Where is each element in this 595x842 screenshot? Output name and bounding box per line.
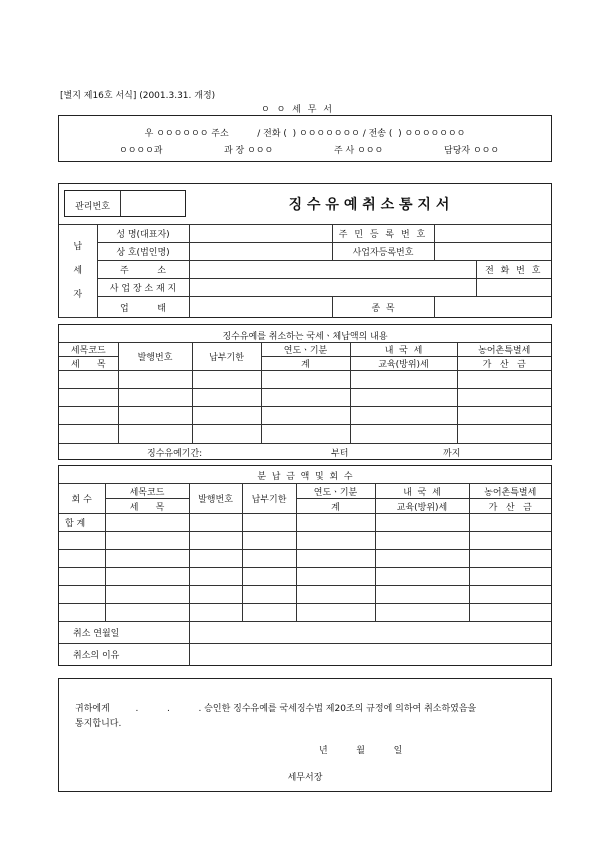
sum-label: 합 계: [59, 514, 105, 532]
item-label: 종 목: [332, 297, 434, 318]
deferral-box: [58, 324, 552, 460]
cancel-reason-label: 취소의 이유: [59, 644, 189, 666]
installment-table-wrap: [59, 483, 551, 665]
taxpayer-side-label: [59, 225, 97, 318]
manager: 담당자 ㅇㅇㅇ: [444, 146, 500, 156]
sum-row: [59, 514, 551, 532]
deferral-period-from: 부터: [331, 449, 349, 459]
col-penalty: 가 산 금: [457, 357, 551, 371]
cancel-date-field[interactable]: [189, 622, 551, 644]
document-title: 징 수 유 예 취 소 통 지 서: [288, 197, 450, 213]
title-taxpayer-box: [58, 183, 552, 318]
deferral-period-label: 징수유예기간:: [147, 449, 203, 459]
bizplace-field[interactable]: [189, 279, 476, 297]
cancel-date-row: [59, 622, 551, 644]
business-label: 업 태: [97, 297, 189, 318]
col-issue-no: 발행번호: [118, 343, 192, 371]
table-row: [59, 568, 551, 586]
deferral-period-to: 까지: [443, 449, 461, 459]
side-char: 세: [73, 266, 83, 276]
bizplace-label: 사 업 장 소 재 지: [97, 279, 189, 297]
officer: 주 사 ㅇㅇㅇ: [334, 146, 384, 156]
installment-section-title: 분 납 금 액 및 회 수: [257, 472, 353, 482]
installment-table: [59, 483, 551, 666]
phone-label: 전 화 번 호: [476, 261, 551, 279]
taxpayer-table: [59, 224, 551, 318]
col-year: 연도ㆍ기분: [261, 343, 350, 357]
address-line: 우 ㅇㅇㅇㅇㅇㅇ 주소 / 전화 ( ) ㅇㅇㅇㅇㅇㅇㅇ / 전송 ( ) ㅇㅇㅇㅇㅇㅇㅇ: [144, 129, 466, 139]
section-chief: 과 장 ㅇㅇㅇ: [224, 146, 274, 156]
rrn-label: 주 민 등 록 번 호: [332, 225, 434, 243]
company-label: 상 호(법인명): [97, 243, 189, 261]
management-number-box: [64, 190, 186, 217]
phone-field[interactable]: [476, 279, 551, 297]
cancel-date-label: 취소 연월일: [59, 622, 189, 644]
table-row: [59, 389, 551, 407]
business-field[interactable]: [189, 297, 332, 318]
side-char: 자: [73, 290, 83, 300]
col-total: 계: [261, 357, 350, 371]
bizno-label: 사업자등록번호: [332, 243, 434, 261]
table-row: [59, 407, 551, 425]
taxpayer-table-wrap: [59, 224, 551, 317]
col-rural-tax: 농어촌특별세: [457, 343, 551, 357]
cancel-reason-row: [59, 644, 551, 666]
col-tax-code: 세목코드: [59, 343, 118, 357]
company-field[interactable]: [189, 243, 332, 261]
address-field[interactable]: [189, 261, 476, 279]
notice-date-line: 년 월 일: [319, 746, 403, 756]
table-row: [59, 425, 551, 444]
col-tax-item: 세 목: [105, 499, 189, 514]
col-national-tax: 내 국 세: [350, 343, 457, 357]
deferral-table: [59, 342, 551, 444]
management-number-label: 관리번호: [75, 202, 110, 212]
item-field[interactable]: [434, 297, 551, 318]
name-label: 성 명(대표자): [97, 225, 189, 243]
table-row: [59, 550, 551, 568]
installment-box: [58, 465, 552, 666]
table-row: [59, 586, 551, 604]
form-header: [별지 제16호 서식] (2001.3.31. 개정): [60, 91, 216, 101]
col-total: 계: [296, 499, 375, 514]
deferral-table-wrap: [59, 342, 551, 443]
address-label: 주 소: [97, 261, 189, 279]
notice-box: [58, 678, 552, 792]
col-count: 회 수: [59, 484, 105, 514]
col-year: 연도ㆍ기분: [296, 484, 375, 499]
table-row: [59, 532, 551, 550]
col-due-date: 납부기한: [242, 484, 296, 514]
deferral-section-title: 징수유예를 취소하는 국세ㆍ체납액의 내용: [222, 332, 388, 342]
col-edu-tax: 교육(방위)세: [350, 357, 457, 371]
office-title: ㅇ ㅇ 세 무 서: [261, 105, 334, 115]
notice-signer: 세무서장: [287, 773, 323, 783]
cancel-reason-field[interactable]: [189, 644, 551, 666]
side-char: 납: [73, 242, 83, 252]
col-rural-tax: 농어촌특별세: [469, 484, 551, 499]
col-national-tax: 내 국 세: [375, 484, 469, 499]
col-edu-tax: 교육(방위)세: [375, 499, 469, 514]
notice-text-2: 통지합니다.: [75, 719, 122, 729]
address-box: [58, 115, 552, 162]
col-due-date: 납부기한: [192, 343, 261, 371]
col-tax-code: 세목코드: [105, 484, 189, 499]
bizno-field[interactable]: [434, 243, 551, 261]
name-field[interactable]: [189, 225, 332, 243]
notice-text-1: 귀하에게 . . . 승인한 징수유예를 국세징수법 제20조의 규정에 의하여 취소하였음을: [75, 704, 477, 714]
table-row: [59, 371, 551, 389]
table-row: [59, 604, 551, 622]
col-tax-item: 세 목: [59, 357, 118, 371]
rrn-field[interactable]: [434, 225, 551, 243]
col-issue-no: 발행번호: [189, 484, 242, 514]
department: ㅇㅇㅇㅇ과: [119, 146, 163, 156]
col-penalty: 가 산 금: [469, 499, 551, 514]
